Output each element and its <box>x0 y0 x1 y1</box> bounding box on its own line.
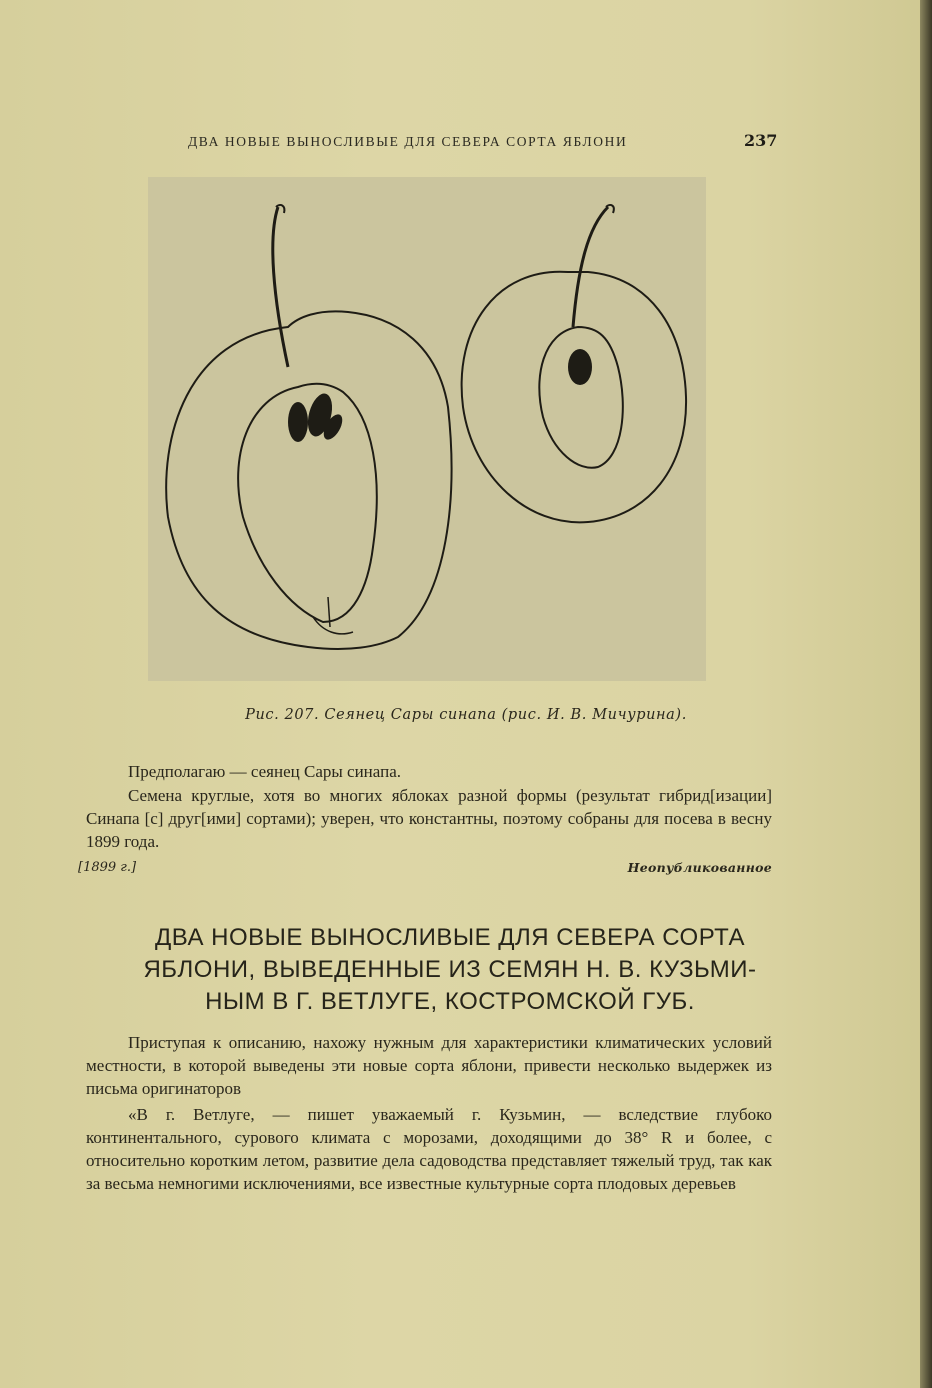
date-note: [1899 г.] <box>78 860 137 875</box>
body-paragraph-1: Предполагаю — сеянец Сары синапа. <box>128 762 401 781</box>
body-paragraph-2: Семена круглые, хотя во многих яблоках разной формы (результат гибрид[изации] Синапа [с] друг[ими] сортами); уверен, что константны, поэтому собраны для посева в весну 1899 года. <box>86 786 772 851</box>
section-paragraph-1: Приступая к описанию, нахожу нужным для характеристики климатических условий местности, в которой выведены эти новые сорта яблони, привести несколько выдержек из письма оригинаторов <box>86 1033 772 1098</box>
running-head: ДВА НОВЫЕ ВЫНОСЛИВЫЕ ДЛЯ СЕВЕРА СОРТА ЯБЛОНИ <box>188 134 628 149</box>
figure-caption: Рис. 207. Сеянец Сары синапа (рис. И. В. Мичурина). <box>245 707 687 723</box>
section-paragraph-2: «В г. Ветлуге, — пишет уважаемый г. Кузьмин, — вследствие глубоко континентального, сурового климата с морозами, доходящими до 38° R и более, с относительно коротким летом, развитие дела садоводства представляет тяжелый труд, так как за весьма немногими исключениями, все известные культурные сорта плодовых деревьев <box>86 1105 772 1193</box>
section-title <box>100 922 800 1018</box>
section-title-line: ДВА НОВЫЕ ВЫНОСЛИВЫЕ ДЛЯ СЕВЕРА СОРТА <box>155 924 745 951</box>
page-number: 237 <box>744 131 778 150</box>
section-title-line: ЯБЛОНИ, ВЫВЕДЕННЫЕ ИЗ СЕМЯН Н. В. КУЗЬМИ- <box>143 956 757 983</box>
status-note: Неопубликованное <box>627 860 772 875</box>
right-apple-seeds <box>568 349 592 385</box>
section-title-line: НЫМ В Г. ВЕТЛУГЕ, КОСТРОМСКОЙ ГУБ. <box>205 988 695 1015</box>
apple-illustration <box>148 177 706 681</box>
page-edge-shadow <box>920 0 932 1388</box>
